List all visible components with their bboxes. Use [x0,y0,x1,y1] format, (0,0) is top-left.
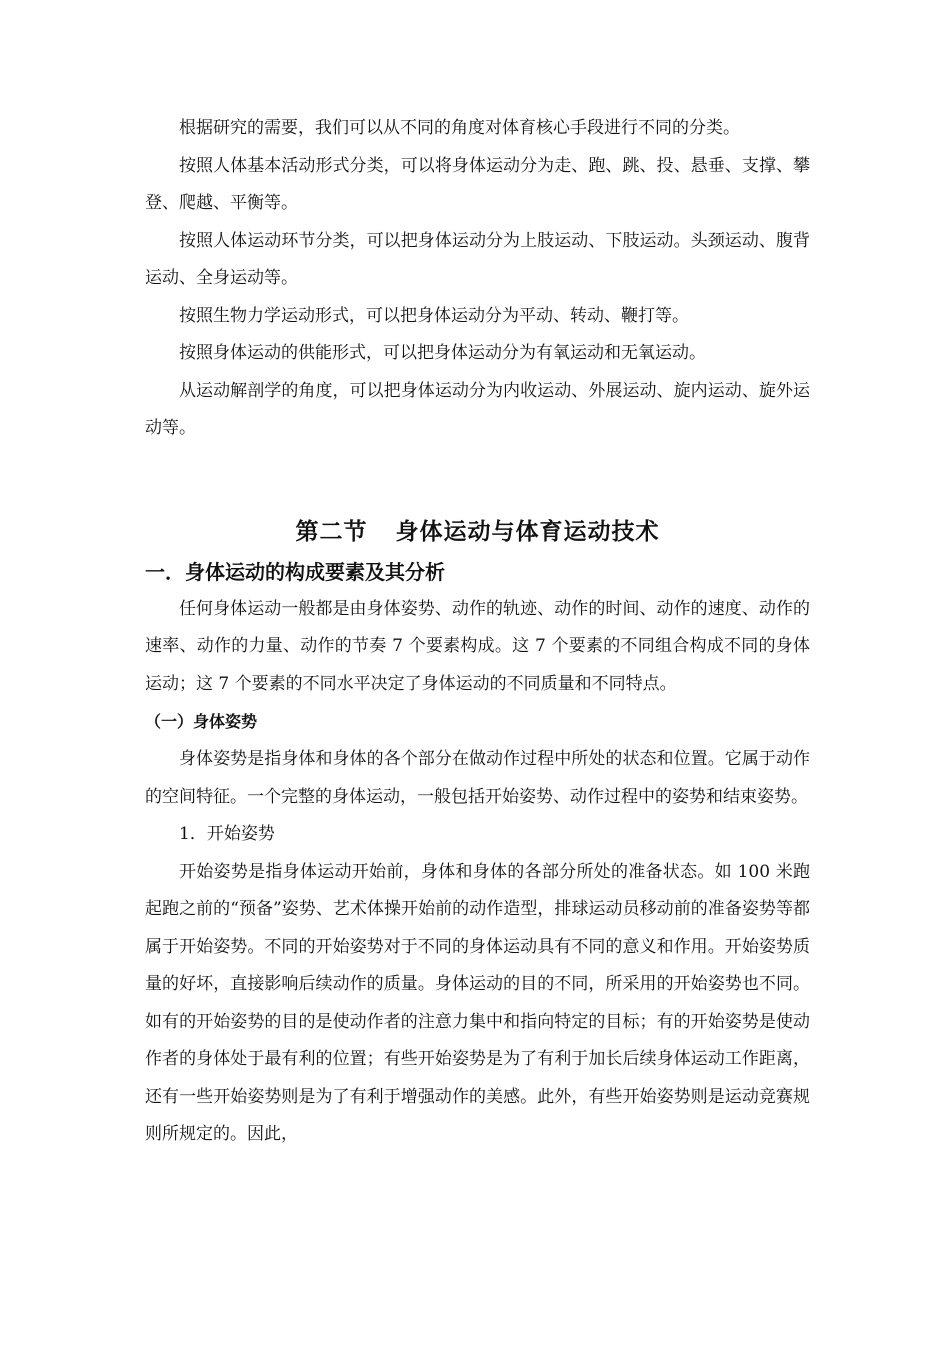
section-spacer [145,448,810,511]
section-title [145,511,810,553]
heading-level-2: （一）身体姿势 [145,712,258,731]
numbered-item-heading: 1．开始姿势 [179,824,275,844]
paragraph: 按照人体运动环节分类，可以把身体运动分为上肢运动、下肢运动。头颈运动、腹背运动、全身运动等。 [145,230,810,288]
section-title-text: 身体运动与体育运动技术 [395,518,660,545]
section-number: 第二节 [295,518,368,545]
paragraph: 按照生物力学运动形式，可以把身体运动分为平动、转动、鞭打等。 [179,305,689,326]
paragraph: 身体姿势是指身体和身体的各个部分在做动作过程中所处的状态和位置。它属于动作的空间特征。一个完整的身体运动，一般包括开始姿势、动作过程中的姿势和结束姿势。 [145,749,810,807]
paragraph: 按照人体基本活动形式分类，可以将身体运动分为走、跑、跳、投、悬垂、支撑、攀登、爬越、平衡等。 [145,155,810,213]
paragraph: 根据研究的需要，我们可以从不同的角度对体育核心手段进行不同的分类。 [179,118,740,138]
paragraph: 按照身体运动的供能形式，可以把身体运动分为有氧运动和无氧运动。 [179,343,706,363]
heading-level-1: 一．身体运动的构成要素及其分析 [145,559,445,584]
paragraph: 从运动解剖学的角度，可以把身体运动分为内收运动、外展运动、旋内运动、旋外运动等。 [145,380,810,438]
paragraph: 任何身体运动一般都是由身体姿势、动作的轨迹、动作的时间、动作的速度、动作的速率、动作的力量、动作的节奏 7 个要素构成。这 7 个要素的不同组合构成不同的身体运动；这 7 个要素的不同水平决定了身体运动的不同质量和不同特点。 [145,598,810,694]
document-page [145,110,810,1154]
paragraph: 开始姿势是指身体运动开始前，身体和身体的各部分所处的准备状态。如 100 米跑起跑之前的“预备”姿势、艺术体操开始前的动作造型，排球运动员移动前的准备姿势等都属于开始姿势。不同的开始姿势对于不同的身体运动具有不同的意义和作用。开始姿势质量的好坏，直接影响后续动作的质量。身体运动的目的不同，所采用的开始姿势也不同。如有的开始姿势的目的是使动作者的注意力集中和指向特定的目标；有的开始姿势是使动作者的身体处于最有利的位置；有些开始姿势是为了有利于加长后续身体运动工作距离，还有一些开始姿势则是为了有利于增强动作的美感。此外，有些开始姿势则是运动竞赛规则所规定的。因此， [145,861,810,1144]
